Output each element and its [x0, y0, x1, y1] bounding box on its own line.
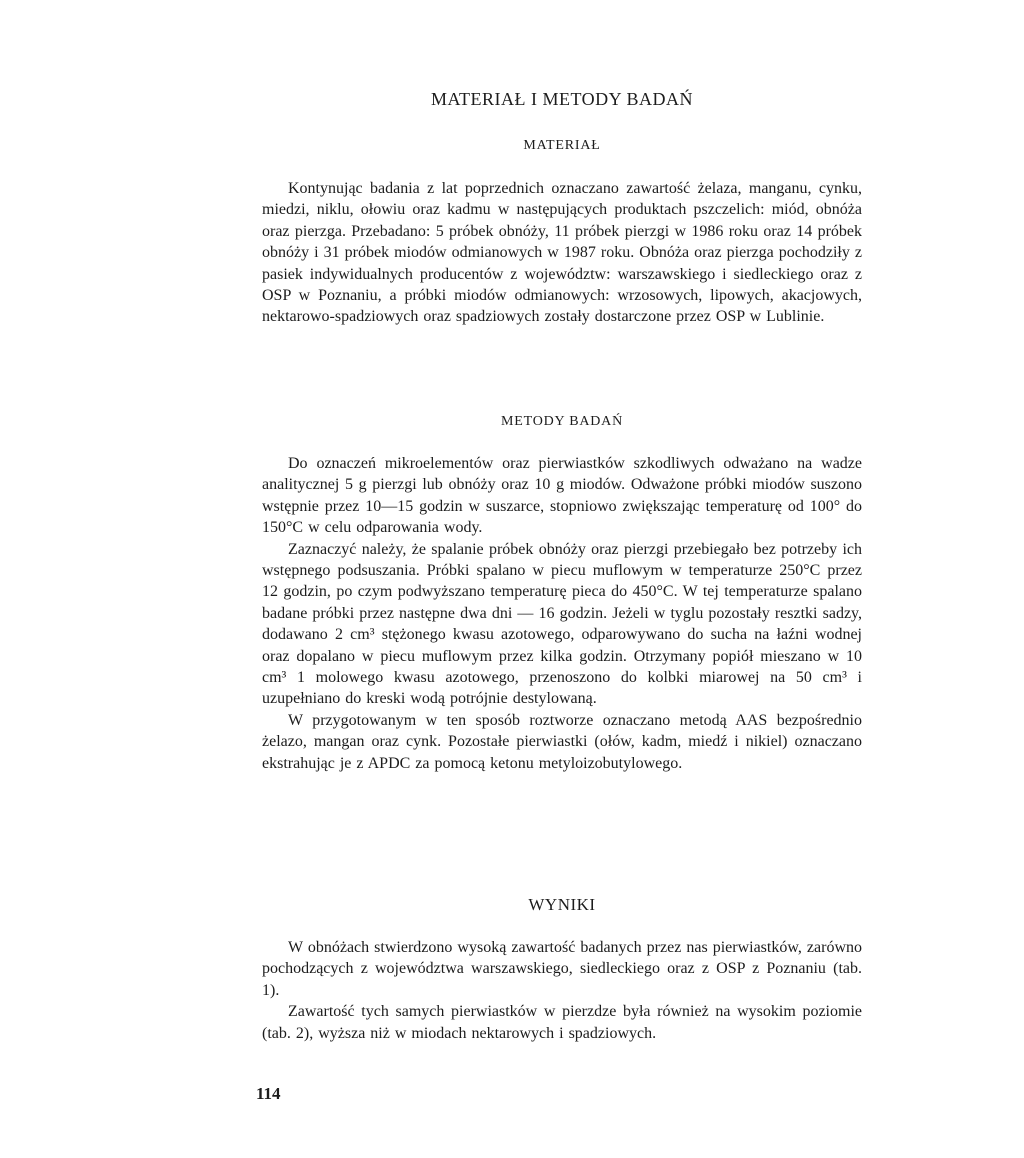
paragraph: Zaznaczyć należy, że spalanie próbek obnóży oraz pierzgi przebiegało bez potrzeby ich wstępnego podsuszania. Próbki spalano w piecu muflowym w temperaturze 250°C przez 12 godzin, po czym podwyższano temperaturę pieca do 450°C. W tej temperaturze spalano badane próbki przez następne dwa dni — 16 godzin. Jeżeli w tyglu pozostały resztki sadzy, dodawano 2 cm³ stężonego kwasu azotowego, odparowywano do sucha na łaźni wodnej oraz dopalano w piecu muflowym przez kilka godzin. Otrzymany popiół mieszano w 10 cm³ 1 molowego kwasu azotowego, przenoszono do kolbki miarowej na 50 cm³ i uzupełniano do kreski wodą potrójnie destylowaną. — [262, 540, 862, 708]
heading-methods: METODY BADAŃ — [501, 414, 623, 429]
page-number: 114 — [256, 1084, 281, 1103]
paragraph: W przygotowanym w ten sposób roztworze oznaczano metodą AAS bezpośrednio żelazo, mangan oraz cynk. Pozostałe pierwiastki (ołów, kadm, miedź i nikiel) oznaczano ekstrahując je z APDC za pomocą ketonu metyloizobutylowego. — [262, 711, 862, 772]
heading-material: MATERIAŁ — [523, 138, 601, 153]
paragraph: Zawartość tych samych pierwiastków w pierzdze była również na wysokim poziomie (tab. 2), wyższa niż w miodach nektarowych i spadziowych. — [262, 1003, 862, 1042]
heading-results: WYNIKI — [528, 895, 596, 914]
paragraph: Kontynując badania z lat poprzednich oznaczano zawartość żelaza, manganu, cynku, miedzi, niklu, ołowiu oraz kadmu w następujących produktach pszczelich: miód, obnóża oraz pierzga. Przebadano: 5 próbek obnóży, 11 próbek pierzgi w 1986 roku oraz 14 próbek obnóży i 31 próbek miodów odmianowych w 1987 roku. Obnóża oraz pierzga pochodziły z pasiek indywidualnych producentów z województw: warszawskiego i siedleckiego oraz z OSP w Poznaniu, a próbki miodów odmianowych: wrzosowych, lipowych, akacjowych, nektarowo-spadziowych oraz spadziowych zostały dostarczone przez OSP w Lublinie. — [262, 180, 862, 326]
section-results — [262, 937, 862, 1044]
section-material — [262, 178, 862, 328]
main-title: MATERIAŁ I METODY BADAŃ — [431, 89, 693, 109]
document-page — [256, 0, 862, 1158]
paragraph: Do oznaczeń mikroelementów oraz pierwiastków szkodliwych odważano na wadze analitycznej 5 g pierzgi lub obnóży oraz 10 g miodów. Odważone próbki miodów suszono wstępnie przez 10—15 godzin w suszarce, stopniowo zwiększając temperaturę od 100° do 150°C w celu odparowania wody. — [262, 455, 862, 537]
paragraph: W obnóżach stwierdzono wysoką zawartość badanych przez nas pierwiastków, zarówno pochodzących z województwa warszawskiego, siedleckiego oraz z OSP z Poznaniu (tab. 1). — [262, 939, 862, 999]
section-methods — [262, 453, 862, 774]
